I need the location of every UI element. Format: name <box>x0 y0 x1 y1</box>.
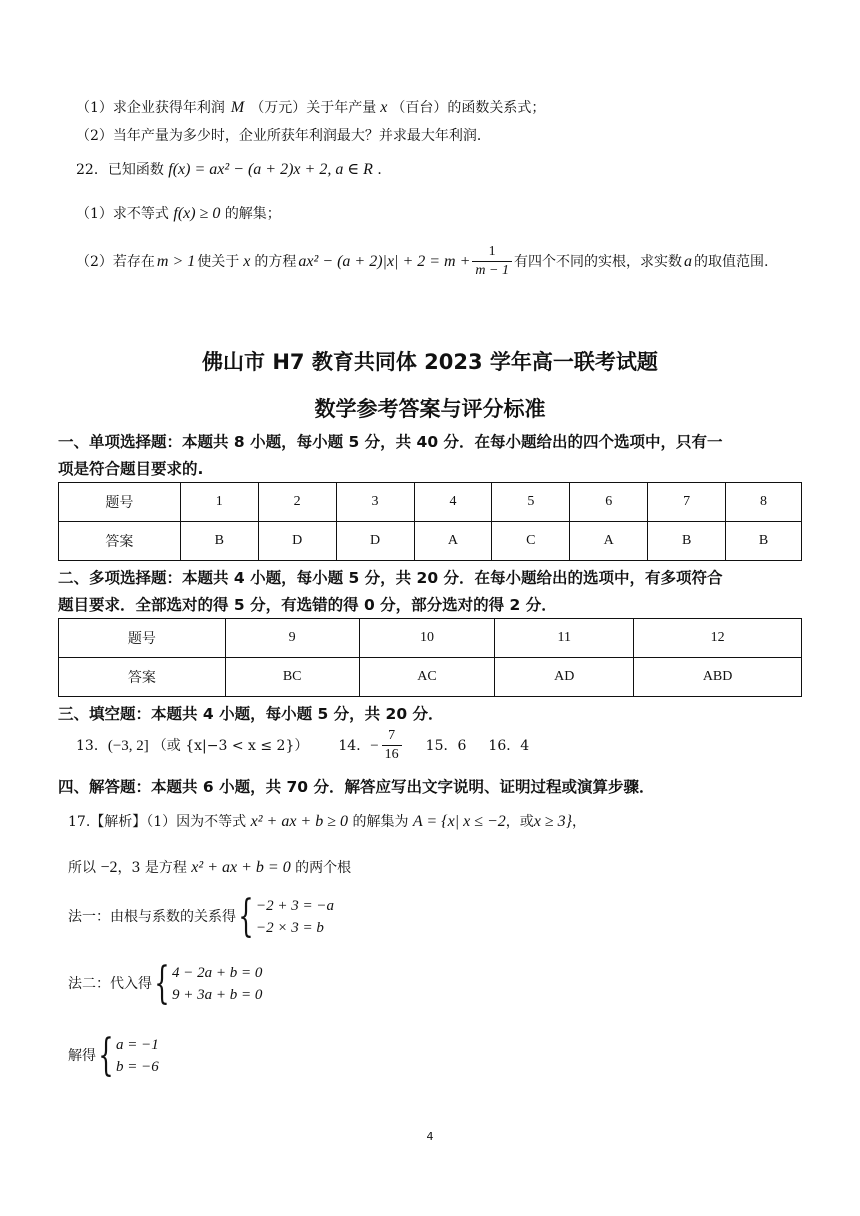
question-number: 2 <box>258 483 336 522</box>
question-number: 4 <box>414 483 492 522</box>
answer-cell: AC <box>359 658 495 697</box>
q22-part2: （2）若存在 m > 1 使关于 x 的方程 ax² − (a + 2)|x| + 2 = m + $\frac{1}{m - 1}$ 有四个不同的实根，求实数 a 的取值范围. <box>76 244 769 278</box>
section1-answer-table <box>58 482 802 561</box>
answer-cell: B <box>648 522 726 561</box>
answer-cell: D <box>258 522 336 561</box>
answer-cell: D <box>336 522 414 561</box>
section2-heading-line1: 二、多项选择题：本题共 4 小题，每小题 5 分，共 20 分．在每小题给出的选项中，有多项符合 <box>58 569 723 587</box>
solution-17-result: 解得 { a = −1 b = −6 <box>68 1030 159 1081</box>
question-number: 8 <box>726 483 802 522</box>
table-row <box>59 522 802 561</box>
section2-heading-line2: 题目要求．全部选对的得 5 分，有选错的得 0 分，部分选对的得 2 分． <box>58 596 557 614</box>
solution-17-roots: 所以 −2，3 是方程 x² + ax + b = 0 的两个根 <box>68 859 352 876</box>
question-number: 12 <box>634 619 802 658</box>
q22-part1: （1）求不等式 f(x) ≥ 0 的解集； <box>76 205 281 222</box>
answer-14-fraction: $\frac{7}{16}$ <box>382 727 402 764</box>
answer-cell: AD <box>495 658 634 697</box>
table-row <box>59 619 802 658</box>
answer-key-subtitle: 数学参考答案与评分标准 <box>314 397 546 421</box>
section4-heading: 四、解答题：本题共 6 小题，共 70 分．解答应写出文字说明、证明过程或演算步骤． <box>58 778 655 796</box>
row-label-question: 题号 <box>59 483 181 522</box>
question-number: 6 <box>570 483 648 522</box>
table-row <box>59 483 802 522</box>
answer-16: 16．4 <box>488 737 530 754</box>
question-number: 3 <box>336 483 414 522</box>
answer-cell: C <box>492 522 570 561</box>
q21-part2: （2）当年产量为多少时，企业所获年利润最大？并求最大年利润． <box>76 128 491 144</box>
section1-heading-line2: 项是符合题目要求的. <box>58 460 204 478</box>
answer-cell: ABD <box>634 658 802 697</box>
row-label-answer: 答案 <box>59 522 181 561</box>
section3-heading: 三、填空题：本题共 4 小题，每小题 5 分，共 20 分． <box>58 705 444 723</box>
q22-function: f(x) = ax² − (a + 2)x + 2, a ∈ R <box>168 161 373 178</box>
answer-13: (−3, 2] <box>107 737 149 754</box>
answer-cell: B <box>180 522 258 561</box>
section1-heading-line1: 一、单项选择题：本题共 8 小题，每小题 5 分，共 40 分．在每小题给出的四个选项中，只有一 <box>58 433 723 451</box>
brace-icon: { <box>98 1030 114 1081</box>
brace-icon: { <box>154 958 170 1009</box>
question-number: 10 <box>359 619 495 658</box>
equation-system: { 4 − 2a + b = 0 9 + 3a + b = 0 <box>154 958 263 1009</box>
answer-cell: B <box>726 522 802 561</box>
q22-stem: 22．已知函数 f(x) = ax² − (a + 2)x + 2, a ∈ R ． <box>76 161 392 178</box>
fill-in-answers: 13． (−3, 2] （或 {x|−3 < x ≤ 2}） 14． − $\frac{7}{16}$ 15．6 16．4 <box>76 728 530 762</box>
answer-13-alt: （或 {x|−3 < x ≤ 2}） <box>152 737 309 754</box>
q22-fraction: $\frac{1}{m - 1}$ <box>472 243 512 280</box>
brace-icon: { <box>238 891 254 942</box>
solution-17-method1: 法一：由根与系数的关系得 { −2 + 3 = −a −2 × 3 = b <box>68 891 334 942</box>
equation-system: { −2 + 3 = −a −2 × 3 = b <box>238 891 334 942</box>
question-number: 9 <box>225 619 359 658</box>
question-number: 1 <box>180 483 258 522</box>
question-number: 5 <box>492 483 570 522</box>
table-row <box>59 658 802 697</box>
q21-part1: （1）求企业获得年利润 M （万元）关于年产量 x （百台）的函数关系式； <box>76 99 546 116</box>
section2-answer-table <box>58 618 802 697</box>
row-label-answer: 答案 <box>59 658 226 697</box>
page-number: 4 <box>426 1130 434 1143</box>
question-number: 11 <box>495 619 634 658</box>
answer-cell: BC <box>225 658 359 697</box>
equation-system: { a = −1 b = −6 <box>98 1030 159 1081</box>
question-number: 7 <box>648 483 726 522</box>
answer-key-title: 佛山市 H7 教育共同体 2023 学年高一联考试题 <box>202 350 658 374</box>
answer-cell: A <box>414 522 492 561</box>
answer-15: 15．6 <box>425 737 467 754</box>
row-label-question: 题号 <box>59 619 226 658</box>
solution-17-method2: 法二：代入得 { 4 − 2a + b = 0 9 + 3a + b = 0 <box>68 958 263 1009</box>
solution-17-intro: 17.【解析】（1）因为不等式 x² + ax + b ≥ 0 的解集为 A = {x| x ≤ −2，或x ≥ 3}， <box>68 813 587 830</box>
answer-cell: A <box>570 522 648 561</box>
